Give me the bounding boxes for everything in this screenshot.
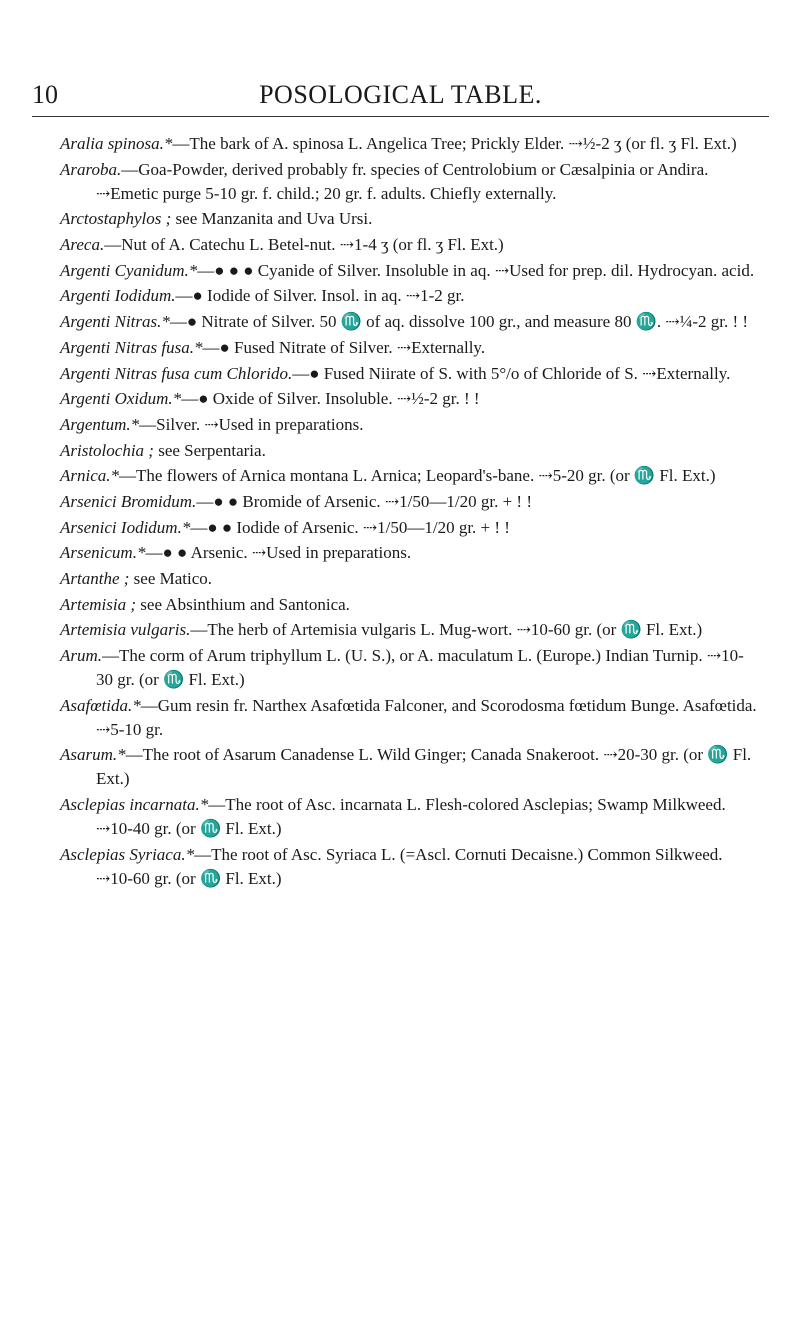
entry-heading: Argentum.* [60, 414, 140, 434]
entry-argenti-oxidum [60, 387, 757, 411]
entry-text: —Goa-Powder, derived probably fr. species of Centrolobium or Cæsalpinia or Andira. ⇢Emetic purge 5-10 gr. f. child.; 20 gr. f. adults. Chiefly externally. [96, 159, 709, 203]
entry-heading: Areca. [60, 235, 105, 255]
entry-text: —● ● Arsenic. ⇢Used in preparations. [145, 543, 412, 563]
entry-heading: Asarum.* [60, 745, 126, 765]
entry-text: —The root of Asc. Syriaca L. (=Ascl. Cornuti Decaisne.) Common Silkweed. ⇢10-60 gr. (or ♏ Fl. Ext.) [96, 844, 723, 888]
entry-text: —The root of Asc. incarnata L. Flesh-colored Asclepias; Swamp Milkweed. ⇢10-40 gr. (or ♏ Fl. Ext.) [96, 795, 726, 839]
entry-argenti-iodidum [60, 284, 757, 308]
entry-artemisia [60, 593, 757, 617]
entry-text: —The herb of Artemisia vulgaris L. Mug-wort. ⇢10-60 gr. (or ♏ Fl. Ext.) [190, 620, 703, 640]
entry-heading: Arsenici Bromidum. [60, 491, 197, 511]
entry-aristolochia [60, 439, 757, 463]
entry-heading: Argenti Oxidum.* [60, 389, 182, 409]
entry-asafoetida [60, 694, 757, 742]
entry-text: —The bark of A. spinosa L. Angelica Tree; Prickly Elder. ⇢½-2 ʒ (or fl. ʒ Fl. Ext.) [172, 134, 737, 153]
entry-heading: Argenti Iodidum. [60, 286, 176, 306]
entry-heading: Aristolochia ; [60, 440, 154, 460]
entry-text: —The flowers of Arnica montana L. Arnica; Leopard's-bane. ⇢5-20 gr. (or ♏ Fl. Ext.) [119, 466, 716, 486]
entry-heading: Asafœtida.* [60, 695, 141, 715]
entry-argenti-cyanidum [60, 259, 757, 283]
entry-heading: Arnica.* [60, 466, 120, 486]
entry-arsenici-bromidum [60, 490, 757, 514]
entry-heading: Arsenicum.* [60, 543, 146, 563]
entry-heading: Argenti Nitras.* [60, 312, 170, 332]
entry-heading: Arum. [60, 646, 103, 666]
entry-asclepias-syriaca [60, 843, 757, 891]
entry-text: see Matico. [129, 569, 213, 588]
entry-text: see Manzanita and Uva Ursi. [171, 209, 373, 229]
entry-text: —● Fused Nitrate of Silver. ⇢Externally. [202, 337, 486, 357]
entry-areca [60, 233, 757, 257]
entry-argenti-nitras-fusa-cum-chlorido [60, 362, 757, 386]
entry-arsenici-iodidum [60, 516, 757, 540]
entry-text: —● Nitrate of Silver. 50 ♏ of aq. dissolve 100 gr., and measure 80 ♏. ⇢¼-2 gr. ! ! [169, 312, 749, 332]
entry-heading: Aralia spinosa.* [60, 134, 173, 153]
header-rule [32, 116, 769, 117]
entry-heading: Asclepias Syriaca.* [60, 844, 195, 864]
entry-asclepias-incarnata [60, 793, 757, 841]
entry-text: see Serpentaria. [153, 440, 266, 460]
entry-text: —Silver. ⇢Used in preparations. [139, 414, 364, 434]
entry-heading: Artemisia ; [60, 594, 137, 614]
entry-heading: Arsenici Iodidum.* [60, 517, 191, 537]
entry-aralia-spinosa [60, 132, 757, 156]
entry-text: —● Iodide of Silver. Insol. in aq. ⇢1-2 gr. [175, 286, 465, 306]
entry-heading: Argenti Nitras fusa cum Chlorido. [60, 363, 293, 383]
entry-text: —● ● Bromide of Arsenic. ⇢1/50—1/20 gr. + ! ! [196, 491, 533, 511]
entry-heading: Argenti Nitras fusa.* [60, 337, 203, 357]
entry-artanthe [60, 567, 757, 591]
page-header [32, 80, 769, 116]
entry-heading: Arctostaphylos ; [60, 209, 172, 229]
entry-arctostaphylos [60, 207, 757, 231]
entry-heading: Argenti Cyanidum.* [60, 260, 198, 280]
entry-heading: Artanthe ; [60, 569, 130, 588]
entry-text: —Gum resin fr. Narthex Asafœtida Falconer, and Scorodosma fœtidum Bunge. Asafœtida. ⇢5-10 gr. [96, 695, 757, 739]
entry-text: see Absinthium and Santonica. [136, 594, 350, 614]
entry-heading: Araroba. [60, 159, 122, 179]
page-number: 10 [32, 80, 58, 109]
entry-asarum [60, 743, 757, 791]
entry-text: —● ● Iodide of Arsenic. ⇢1/50—1/20 gr. + ! ! [190, 517, 510, 537]
entry-artemisia-vulgaris [60, 618, 757, 642]
running-title: POSOLOGICAL TABLE. [259, 80, 542, 109]
entry-arsenicum [60, 541, 757, 565]
entry-list [60, 132, 757, 893]
entry-heading: Asclepias incarnata.* [60, 795, 209, 815]
entry-text: —● Oxide of Silver. Insoluble. ⇢½-2 gr. ! ! [181, 389, 480, 409]
entry-araroba [60, 158, 757, 206]
entry-arum [60, 644, 757, 692]
entry-argenti-nitras [60, 310, 757, 334]
entry-argentum [60, 413, 757, 437]
entry-text: —The root of Asarum Canadense L. Wild Ginger; Canada Snakeroot. ⇢20-30 gr. (or ♏ Fl. Ext.) [96, 745, 752, 789]
entry-heading: Artemisia vulgaris. [60, 620, 191, 640]
entry-text: —Nut of A. Catechu L. Betel-nut. ⇢1-4 ʒ (or fl. ʒ Fl. Ext.) [104, 235, 504, 255]
entry-text: —● ● ● Cyanide of Silver. Insoluble in aq. ⇢Used for prep. dil. Hydrocyan. acid. [197, 260, 755, 280]
entry-text: —The corm of Arum triphyllum L. (U. S.), or A. maculatum L. (Europe.) Indian Turnip. ⇢10-30 gr. (or ♏ Fl. Ext.) [96, 646, 744, 690]
entry-arnica [60, 464, 757, 488]
entry-text: —● Fused Niirate of S. with 5°/o of Chloride of S. ⇢Externally. [292, 363, 731, 383]
entry-argenti-nitras-fusa [60, 336, 757, 360]
